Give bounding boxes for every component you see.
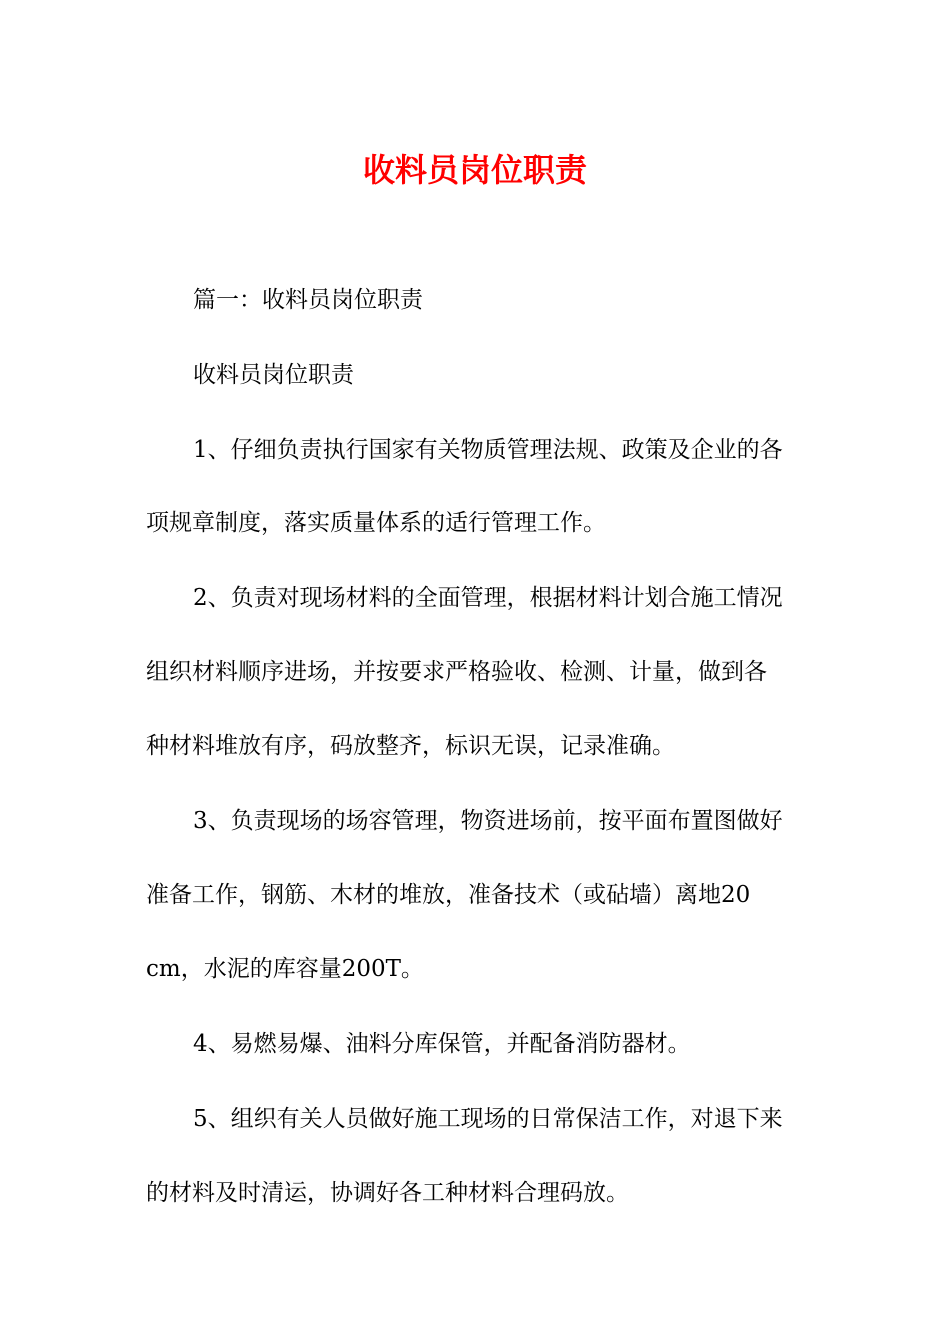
paragraph-line: 组织材料顺序进场，并按要求严格验收、检测、计量，做到各 <box>146 659 767 685</box>
paragraph-line: 1、仔细负责执行国家有关物质管理法规、政策及企业的各 <box>193 437 783 463</box>
paragraph-line: 项规章制度，落实质量体系的适行管理工作。 <box>146 510 606 536</box>
document-title: 收料员岗位职责 <box>362 151 587 189</box>
paragraph-line: 种材料堆放有序，码放整齐，标识无误，记录准确。 <box>146 733 675 759</box>
paragraph-line: cm，水泥的库容量200T。 <box>146 956 424 982</box>
document-subtitle: 收料员岗位职责 <box>193 362 354 388</box>
paragraph-line: 4、易燃易爆、油料分库保管，并配备消防器材。 <box>193 1031 691 1057</box>
paragraph-line: 2、负责对现场材料的全面管理，根据材料计划合施工情况 <box>193 585 783 611</box>
paragraph-line: 准备工作，钢筋、木材的堆放，准备技术（或砧墙）离地20 <box>146 882 751 908</box>
paragraph-line: 5、组织有关人员做好施工现场的日常保洁工作，对退下来 <box>193 1106 783 1132</box>
paragraph-line: 3、负责现场的场容管理，物资进场前，按平面布置图做好 <box>193 808 783 834</box>
section-heading: 篇一：收料员岗位职责 <box>193 287 423 313</box>
paragraph-line: 的材料及时清运，协调好各工种材料合理码放。 <box>146 1180 629 1206</box>
